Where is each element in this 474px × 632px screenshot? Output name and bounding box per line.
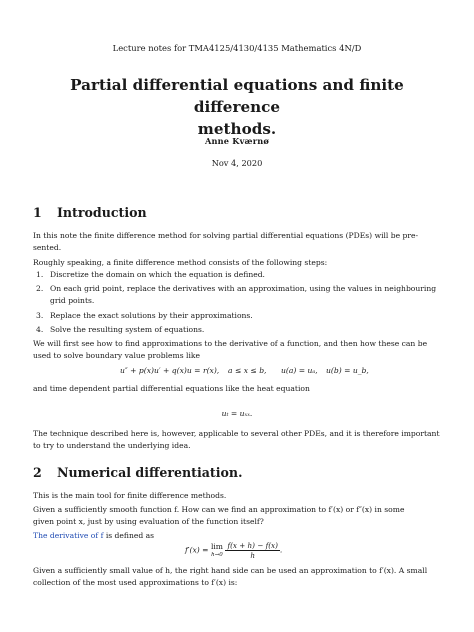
- list-number: 2.: [36, 284, 44, 293]
- intro-paragraph-2: Roughly speaking, a finite difference method consists of the following steps:: [33, 258, 328, 267]
- intro-paragraph-1: [33, 230, 443, 253]
- text-line: to try to understand the underlying idea.: [33, 440, 191, 450]
- fraction-denominator: h: [250, 551, 255, 560]
- section-heading-numerical-differentiation: [33, 465, 242, 480]
- list-text: Solve the resulting system of equations.: [50, 325, 205, 334]
- text-line: given point x, just by using evaluation of the function itself?: [33, 516, 264, 526]
- publication-date: Nov 4, 2020: [211, 158, 263, 168]
- section-heading-introduction: [33, 205, 147, 220]
- title-line-2: methods.: [197, 120, 277, 138]
- intro-paragraph-3: [33, 338, 443, 361]
- limit-subscript: h→0: [211, 551, 223, 558]
- equation-derivative-definition: [185, 541, 282, 560]
- text-line: sented.: [33, 242, 62, 252]
- section-number: 1: [33, 205, 42, 220]
- fraction-numerator: f(x + h) − f(x): [227, 541, 278, 550]
- text-line: Given a sufficiently smooth function f. How can we find an approximation to f′(x) or f″(x) in some: [33, 505, 405, 514]
- definition-intro: [33, 530, 443, 542]
- running-head: Lecture notes for TMA4125/4130/4135 Mathematics 4N/D: [112, 43, 362, 53]
- equation-bvp-bc-left: u(a) = uₐ,: [281, 366, 318, 375]
- list-text: Discretize the domain on which the equation is defined.: [50, 270, 265, 279]
- equation-bvp-domain: a ≤ x ≤ b,: [228, 366, 267, 375]
- equation-bvp-bc-right: u(b) = u_b,: [326, 366, 369, 375]
- text-line: We will first see how to find approximations to the derivative of a function, and then how these can be: [33, 339, 428, 348]
- text-line: used to solve boundary value problems like: [33, 350, 200, 360]
- section-number: 2: [33, 465, 42, 480]
- section-title: Numerical differentiation.: [57, 465, 243, 480]
- list-text: Replace the exact solutions by their approximations.: [50, 311, 253, 320]
- limit-operator: [211, 543, 223, 559]
- author-name: Anne Kværnø: [204, 136, 270, 146]
- definition-tail: is defined as: [105, 531, 155, 540]
- list-number: 4.: [36, 325, 44, 334]
- list-number: 3.: [36, 311, 44, 320]
- intro-paragraph-4: and time dependent partial differential equations like the heat equation: [33, 384, 310, 393]
- title-line-1: Partial differential equations and finite difference: [70, 76, 404, 116]
- definition-label: The derivative of f: [33, 531, 104, 540]
- list-text: On each grid point, replace the derivatives with an approximation, using the values in neighbouring: [50, 284, 437, 293]
- section-title: Introduction: [57, 205, 147, 220]
- difference-quotient: [225, 541, 279, 560]
- numdiff-paragraph-2: [33, 504, 443, 527]
- text-line: The technique described here is, however, applicable to several other PDEs, and it is therefore important: [33, 429, 440, 438]
- paper-title: [40, 74, 434, 140]
- numdiff-paragraph-1: This is the main tool for finite difference methods.: [33, 491, 227, 500]
- text-line: In this note the finite difference method for solving partial differential equations (PDEs) will be pre-: [33, 231, 419, 240]
- equation-heat: uₜ = uₓₓ.: [221, 409, 253, 418]
- list-number: 1.: [36, 270, 44, 279]
- list-text: grid points.: [50, 295, 95, 305]
- equation-period: .: [279, 545, 283, 555]
- intro-paragraph-5: [33, 428, 443, 451]
- text-line: Given a sufficiently small value of h, the right hand side can be used an approximation to f′(x). A small: [33, 566, 428, 575]
- list-item: [33, 283, 443, 307]
- limit-text: lim: [210, 541, 224, 551]
- equation-bvp-ode: u″ + p(x)u′ + q(x)u = r(x),: [120, 366, 220, 375]
- equation-lhs: f′(x) =: [185, 545, 209, 555]
- numdiff-paragraph-3: [33, 565, 443, 588]
- text-line: collection of the most used approximations to f′(x) is:: [33, 577, 238, 587]
